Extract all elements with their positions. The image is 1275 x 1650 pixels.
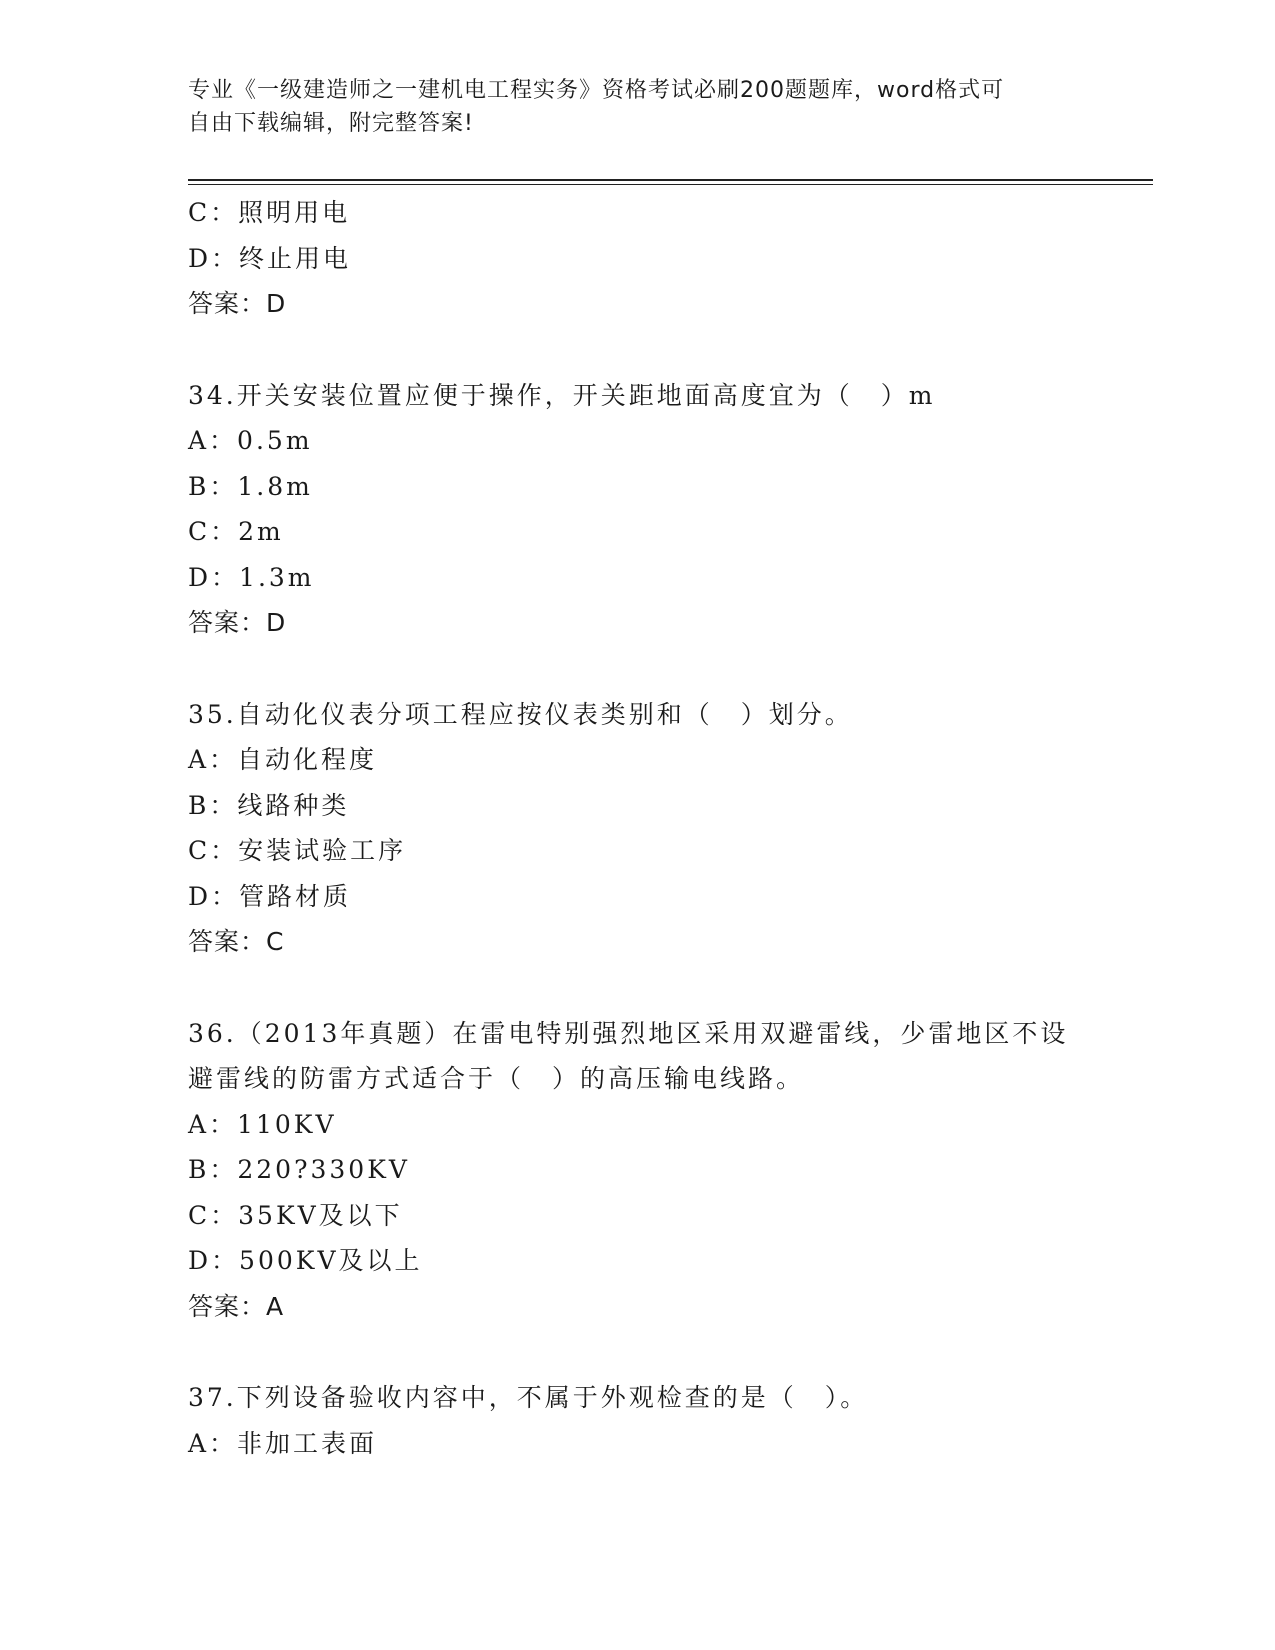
option-c: C：2m	[188, 517, 284, 546]
question-36	[188, 1011, 1148, 1102]
header-divider-thick	[188, 179, 1153, 181]
header-line-1: 专业《一级建造师之一建机电工程实务》资格考试必刷200题题库，word格式可	[188, 78, 1005, 103]
question-34	[188, 373, 1148, 419]
answer: 答案：D	[188, 608, 287, 637]
question-37	[188, 1375, 1148, 1421]
option-d: D：1.3m	[188, 562, 315, 592]
question-text: 37.下列设备验收内容中，不属于外观检查的是（ ）。	[188, 1383, 869, 1412]
option-c: C：照明用电	[188, 198, 351, 227]
option-a: A：110KV	[188, 1109, 337, 1139]
option-d: D：500KV及以上	[188, 1246, 423, 1275]
question-35	[188, 692, 1148, 738]
option-c: C：安装试验工序	[188, 836, 407, 865]
question-33-continued	[188, 190, 1148, 327]
question-text-line-1: 36.（2013年真题）在雷电特别强烈地区采用双避雷线，少雷地区不设	[188, 1018, 1069, 1048]
option-a: A：0.5m	[188, 426, 313, 455]
option-c: C：35KV及以下	[188, 1200, 403, 1230]
option-a: A：自动化程度	[188, 745, 378, 774]
option-a: A：非加工表面	[188, 1428, 378, 1458]
question-list	[188, 190, 1148, 1466]
question-text-line-2: 避雷线的防雷方式适合于（ ）的高压输电线路。	[188, 1064, 805, 1093]
option-b: B：220?330KV	[188, 1155, 410, 1184]
header-divider-thin	[188, 184, 1153, 185]
option-d: D：管路材质	[188, 881, 352, 911]
document-header	[188, 74, 1088, 140]
header-line-2: 自由下载编辑，附完整答案!	[188, 111, 474, 136]
option-d: D：终止用电	[188, 243, 352, 273]
question-text: 34.开关安装位置应便于操作，开关距地面高度宜为（ ）m	[188, 380, 936, 410]
answer: 答案：C	[188, 927, 285, 956]
question-text: 35.自动化仪表分项工程应按仪表类别和（ ）划分。	[188, 699, 853, 729]
answer: 答案：D	[188, 289, 287, 318]
option-b: B：1.8m	[188, 471, 313, 501]
option-b: B：线路种类	[188, 790, 350, 820]
answer: 答案：A	[188, 1291, 285, 1321]
